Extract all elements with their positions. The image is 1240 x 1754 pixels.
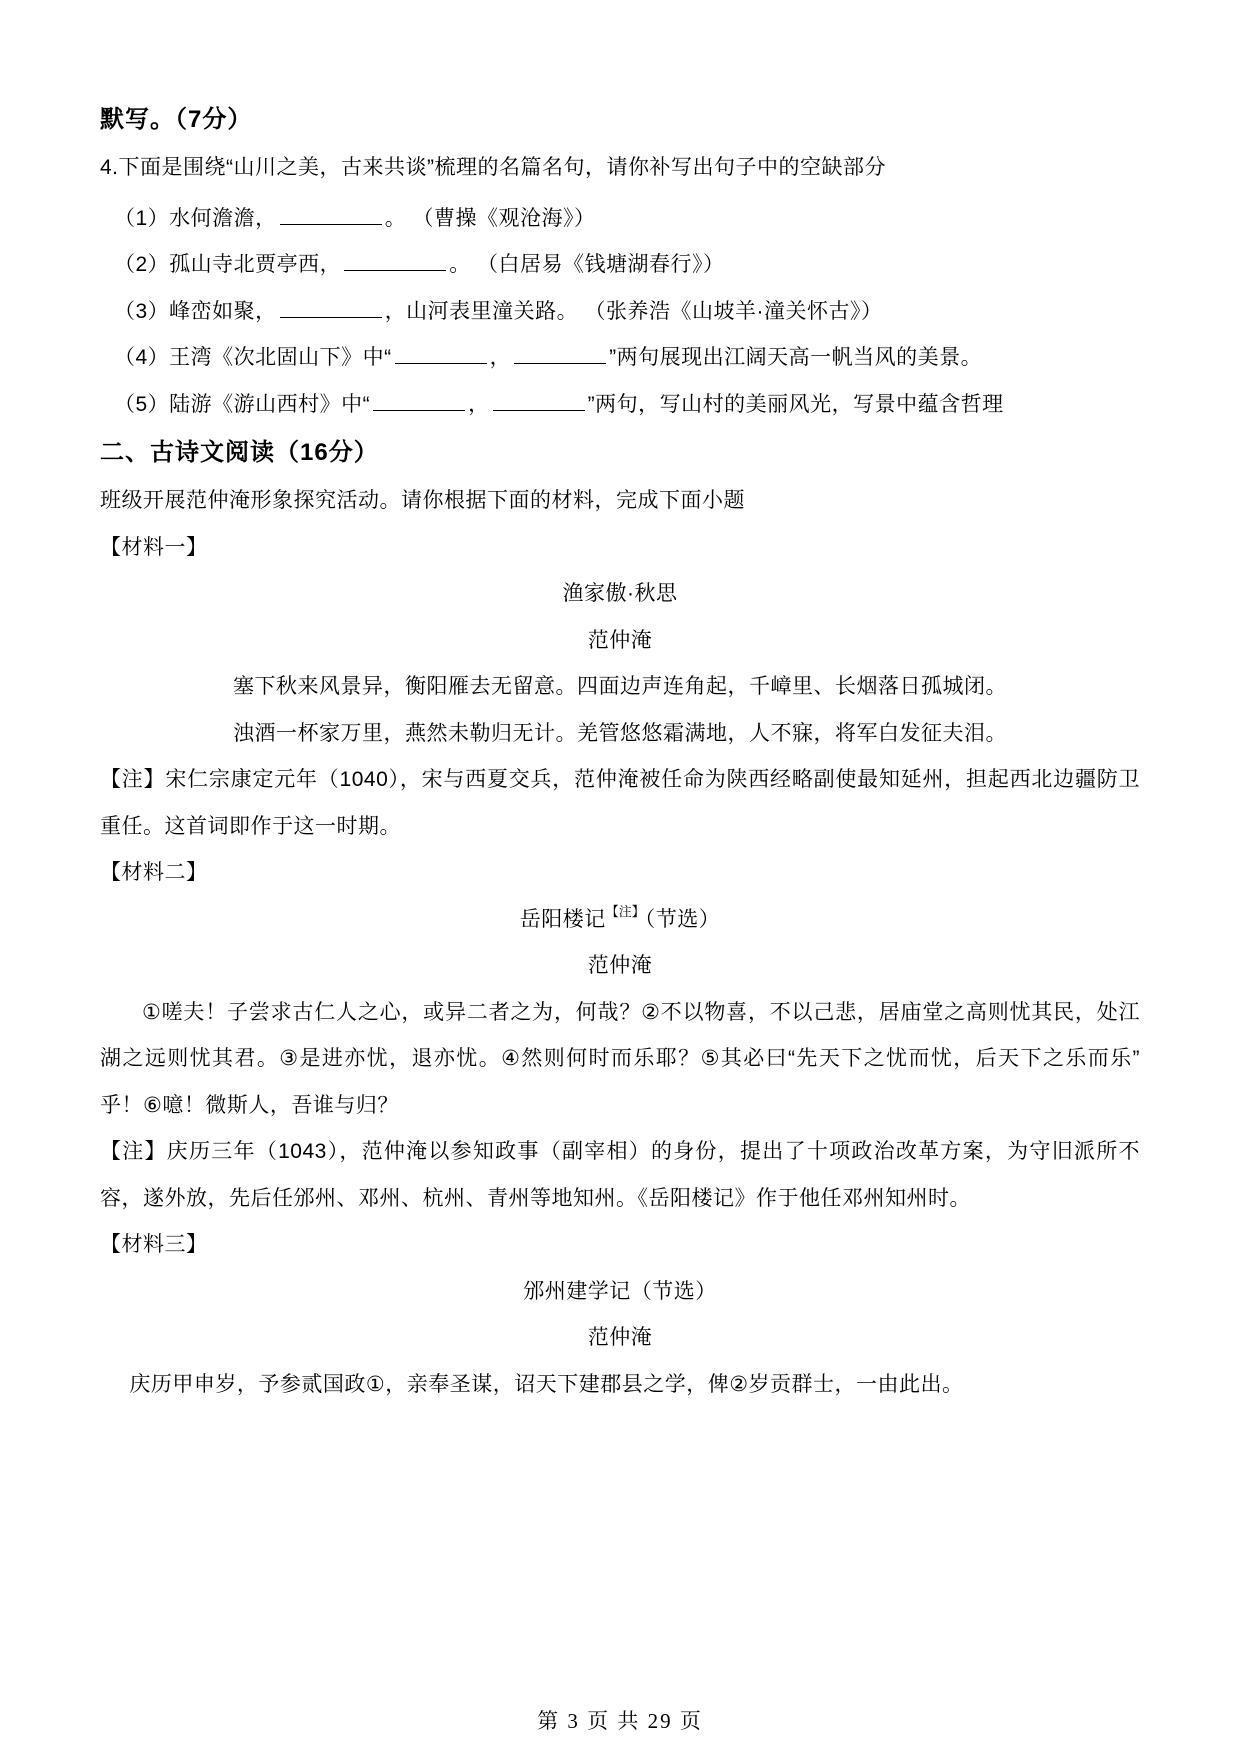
- item-text-pre: （2）孤山寺北贾亭西，: [114, 253, 342, 276]
- note-superscript: 【注】: [605, 903, 645, 919]
- item-text-pre: （5）陆游《游山西村》中“: [114, 392, 371, 416]
- item-text-post: 。 （曹操《观沧海》）: [384, 206, 596, 230]
- poem-line: 浊酒一杯家万里，燕然未勒归无计。羌管悠悠霜满地，人不寐，将军白发征夫泪。: [233, 721, 1007, 745]
- dictation-item-4: [114, 335, 1140, 382]
- essay-title-suffix: （节选）: [644, 907, 721, 931]
- question-4-intro: 4.下面是围绕“山川之美，古来共谈”梳理的名篇名句，请你补写出句子中的空缺部分: [100, 156, 886, 179]
- poem-title: 渔家傲·秋思: [562, 582, 678, 605]
- poem-author: 范仲淹: [587, 628, 653, 652]
- blank-line: [514, 342, 606, 364]
- item-text-mid: ，: [468, 392, 490, 416]
- essay-author: 范仲淹: [587, 954, 653, 977]
- material-2-note: 【注】庆历三年（1043），范仲淹以参知政事（副宰相）的身份，提出了十项政治改革方案，为守旧派所不容，遂外放，先后任邠州、邓州、杭州、青州等地知州。《岳阳楼记》作于他任邓州知州时。: [100, 1140, 1140, 1210]
- dictation-item-2: [114, 242, 1140, 289]
- material-2-label: 【材料二】: [100, 861, 208, 884]
- material-1-note: 【注】宋仁宗康定元年（1040），宋与西夏交兵，范仲淹被任命为陕西经略副使最知延州，担起西北边疆防卫重任。这首词即作于这一时期。: [100, 768, 1140, 838]
- blank-line: [395, 342, 487, 364]
- essay-title-text: 岳阳楼记: [519, 907, 606, 931]
- dictation-item-3: [114, 289, 1140, 336]
- item-text-pre: （1）水何澹澹，: [114, 206, 277, 230]
- blank-line: [344, 249, 446, 271]
- item-text-post: 。 （白居易《钱塘湖春行》）: [449, 253, 725, 276]
- reading-section-heading: 二、古诗文阅读（16分）: [100, 439, 379, 466]
- item-text-pre: （3）峰峦如聚，: [114, 299, 277, 323]
- dictation-heading: 默写。（7分）: [100, 106, 253, 133]
- item-text-pre: （4）王湾《次北固山下》中“: [114, 346, 392, 369]
- page-footer: 第 3 页 共 29 页: [537, 1709, 703, 1733]
- record-title: 邠州建学记（节选）: [523, 1279, 717, 1303]
- material-3-label: 【材料三】: [100, 1233, 208, 1256]
- item-text-mid: ，: [489, 346, 512, 369]
- dictation-item-1: [114, 196, 1140, 243]
- blank-line: [280, 296, 382, 318]
- blank-line: [373, 389, 465, 411]
- record-author: 范仲淹: [587, 1326, 653, 1349]
- essay-paragraph: ①嗟夫！子尝求古仁人之心，或异二者之为，何哉？②不以物喜，不以己悲，居庙堂之高则忧其民，处江湖之远则忧其君。③是进亦忧，退亦忧。④然则何时而乐耶？⑤其必曰“先天下之忧而忧，后天下之乐而乐”乎！⑥噫！微斯人，吾谁与归？: [100, 1000, 1140, 1117]
- activity-intro: 班级开展范仲淹形象探究活动。请你根据下面的材料，完成下面小题: [100, 489, 745, 512]
- dictation-item-list: [100, 196, 1140, 429]
- item-text-post: ”两句展现出江阔天高一帆当风的美景。: [609, 346, 983, 369]
- poem-line: 塞下秋来风景异，衡阳雁去无留意。四面边声连角起，千嶂里、长烟落日孤城闭。: [233, 675, 1007, 698]
- item-text-post: ”两句，写山村的美丽风光，写景中蕴含哲理: [587, 392, 1004, 416]
- essay-title: [100, 897, 1140, 944]
- dictation-item-5: [114, 382, 1140, 429]
- record-paragraph: 庆历甲申岁，予参贰国政①，亲奉圣谋，诏天下建郡县之学，俾②岁贡群士，一由此出。: [129, 1372, 964, 1396]
- blank-line: [280, 203, 382, 225]
- material-1-label: 【材料一】: [100, 535, 208, 559]
- blank-line: [493, 389, 585, 411]
- item-text-post: ，山河表里潼关路。 （张养浩《山坡羊·潼关怀古》）: [384, 299, 883, 323]
